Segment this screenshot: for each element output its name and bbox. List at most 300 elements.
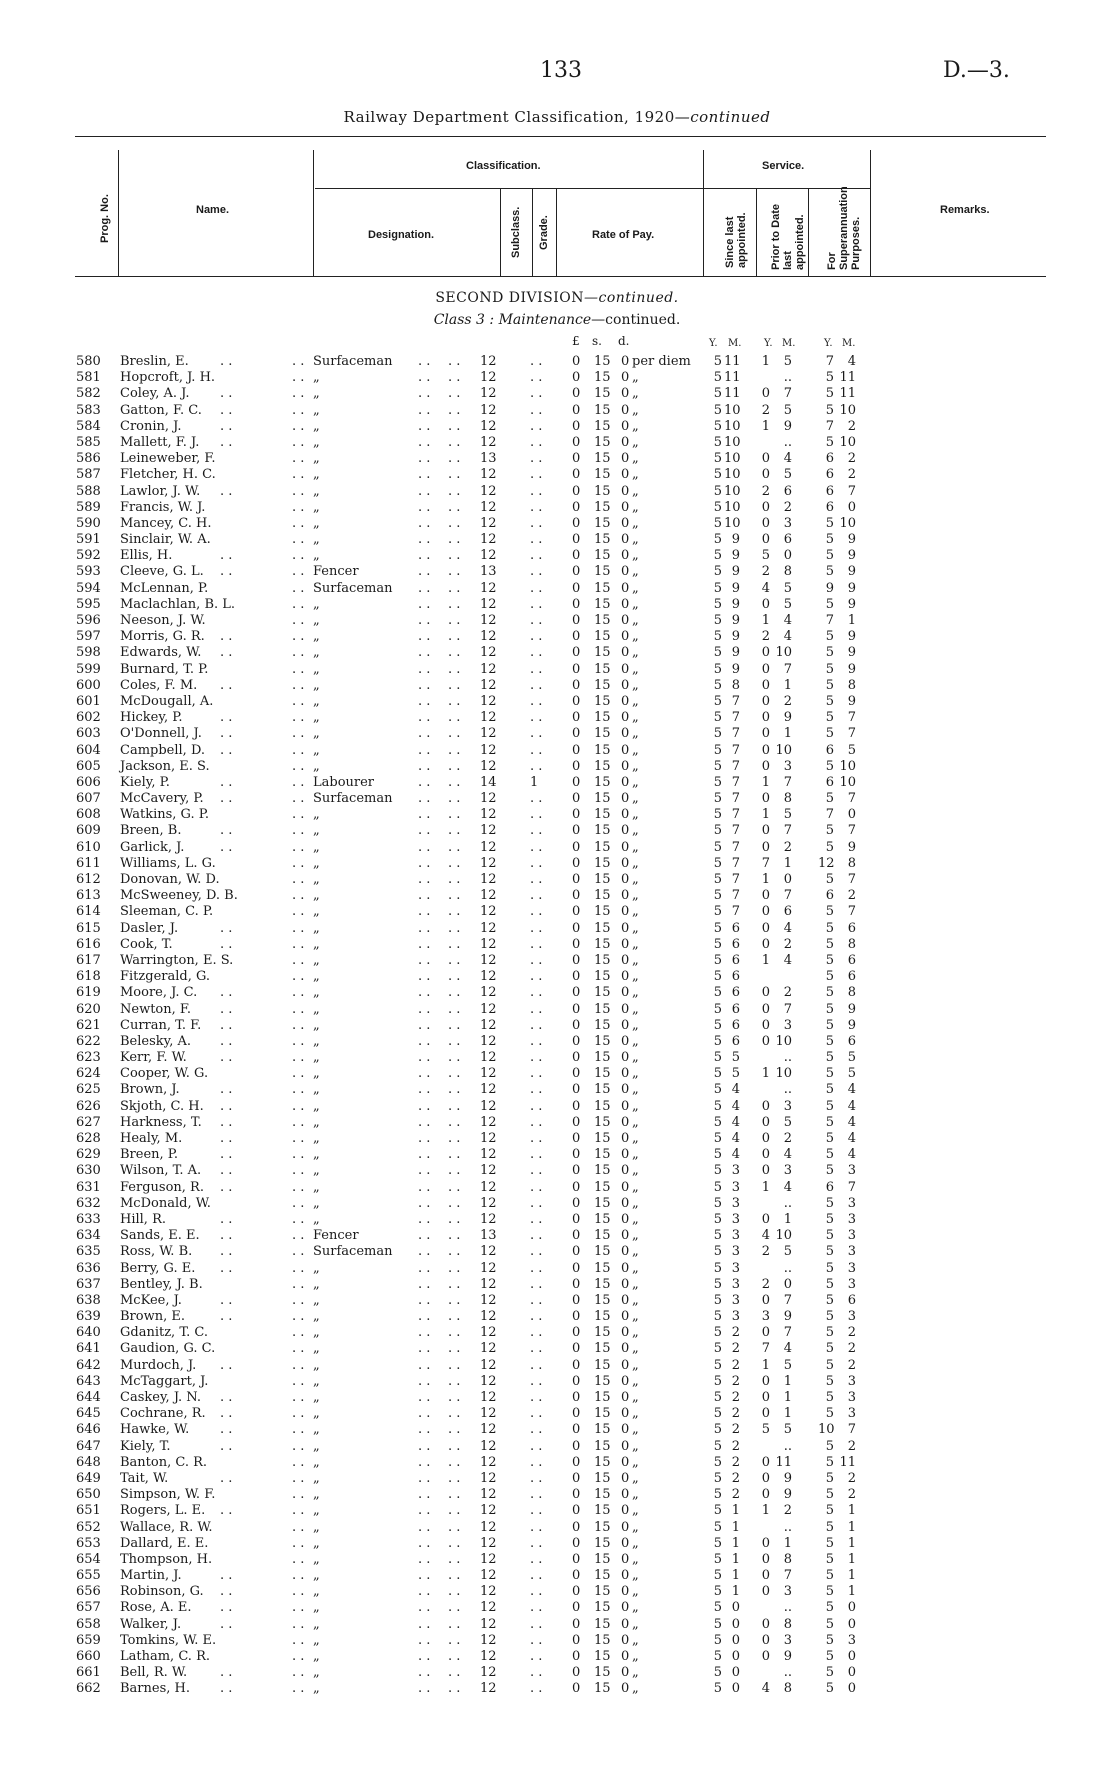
title-main: Railway Department Classification, 1920: [343, 108, 675, 126]
super-years: 5: [825, 1503, 834, 1519]
since-months: 9: [731, 613, 740, 628]
super-months: 8: [847, 936, 856, 952]
pay-pounds: 0: [572, 1584, 581, 1600]
pay-period: „: [632, 1454, 639, 1470]
grade: 12: [480, 499, 497, 515]
pay-shillings: 15: [594, 564, 611, 580]
designation: „: [313, 1066, 320, 1082]
pay-pounds: 0: [572, 1681, 581, 1697]
pay-shillings: 15: [594, 1584, 611, 1600]
table-row: [0, 419, 1114, 435]
leader-dots: . .: [292, 1390, 305, 1405]
name: Gaudion, G. C.: [120, 1341, 216, 1357]
designation: „: [313, 693, 320, 709]
leader-dots: . .: [220, 726, 233, 742]
name: Ellis, H.: [120, 548, 173, 564]
prog-no: 600: [76, 677, 101, 693]
designation: „: [313, 386, 320, 402]
pay-period: „: [632, 1325, 639, 1341]
prog-no: 589: [76, 499, 101, 515]
subclass: . .: [530, 1568, 543, 1584]
prior-months: 2: [783, 499, 792, 515]
leader-dots: . .: [292, 936, 305, 952]
unit-months: M.: [782, 338, 796, 349]
leader-dots: . .: [448, 1066, 461, 1082]
leader-dots: . .: [448, 1082, 461, 1098]
since-months: 3: [731, 1195, 740, 1211]
pay-pence: 0: [621, 370, 630, 386]
since-years: 5: [713, 1082, 722, 1098]
since-months: 3: [731, 1163, 740, 1179]
leader-dots: . .: [448, 629, 461, 645]
pay-shillings: 15: [594, 1390, 611, 1405]
leader-dots: . .: [292, 920, 305, 936]
prior-years: 0: [761, 1454, 770, 1470]
pay-period: „: [632, 1535, 639, 1551]
designation: „: [313, 1114, 320, 1130]
pay-pence: 0: [621, 661, 630, 677]
designation: Surfaceman: [313, 580, 393, 596]
prior-years: 0: [761, 1163, 770, 1179]
prog-no: 580: [76, 354, 101, 369]
pay-period: „: [632, 1600, 639, 1616]
leader-dots: . .: [448, 1260, 461, 1276]
prior-years: 0: [761, 693, 770, 709]
since-years: 5: [713, 1098, 722, 1114]
designation: Surfaceman: [313, 1244, 393, 1260]
name: Rogers, L. E.: [120, 1503, 206, 1519]
super-years: 5: [825, 823, 834, 839]
pay-period: „: [632, 1017, 639, 1033]
subclass: . .: [530, 985, 543, 1001]
leader-dots: . .: [448, 1600, 461, 1616]
pay-pounds: 0: [572, 791, 581, 807]
subclass: . .: [530, 1131, 543, 1146]
grade: 12: [480, 710, 497, 726]
subclass: . .: [530, 1179, 543, 1195]
super-months: 1: [847, 1551, 856, 1567]
header-classification: Classification.: [466, 160, 541, 172]
name: Edwards, W.: [120, 645, 202, 661]
designation: „: [313, 872, 320, 887]
prior-months: 5: [783, 402, 792, 418]
leader-dots: . .: [418, 1195, 431, 1211]
pay-pounds: 0: [572, 823, 581, 839]
pay-pounds: 0: [572, 693, 581, 709]
name: Robinson, G.: [120, 1584, 204, 1600]
leader-dots: . .: [292, 904, 305, 920]
since-years: 5: [713, 596, 722, 612]
designation: „: [313, 1341, 320, 1357]
pay-pence: 0: [621, 1244, 630, 1260]
super-years: 5: [825, 693, 834, 709]
leader-dots: . .: [448, 1195, 461, 1211]
pay-pounds: 0: [572, 936, 581, 952]
grade: 12: [480, 580, 497, 596]
leader-dots: . .: [292, 1519, 305, 1535]
name: Hill, R.: [120, 1211, 166, 1227]
pay-pence: 0: [621, 677, 630, 693]
pay-period: „: [632, 1616, 639, 1632]
pay-period: „: [632, 629, 639, 645]
super-years: 5: [825, 1665, 834, 1681]
subclass: . .: [530, 872, 543, 887]
super-months: 9: [847, 693, 856, 709]
designation: „: [313, 1390, 320, 1405]
super-months: 0: [847, 1665, 856, 1681]
since-months: 2: [731, 1341, 740, 1357]
table-row: [0, 1309, 1114, 1325]
since-years: 5: [713, 774, 722, 790]
name: Kerr, F. W.: [120, 1050, 187, 1066]
pay-shillings: 15: [594, 580, 611, 596]
name: Sands, E. E.: [120, 1228, 200, 1244]
prog-no: 628: [76, 1131, 101, 1146]
prior-months: 6: [783, 904, 792, 920]
pay-pounds: 0: [572, 872, 581, 887]
pay-period: „: [632, 580, 639, 596]
table-row: [0, 985, 1114, 1001]
since-months: 0: [731, 1632, 740, 1648]
since-months: 9: [731, 629, 740, 645]
leader-dots: . .: [292, 532, 305, 548]
leader-dots: . .: [448, 952, 461, 968]
pay-pounds: 0: [572, 774, 581, 790]
designation: „: [313, 1050, 320, 1066]
prog-no: 647: [76, 1438, 101, 1454]
prior-years: 5: [761, 1422, 770, 1438]
since-years: 5: [713, 1066, 722, 1082]
since-years: 5: [713, 1390, 722, 1405]
header-top-rule: [75, 136, 1046, 137]
subclass: . .: [530, 936, 543, 952]
leader-dots: . .: [220, 1292, 233, 1308]
super-months: 7: [847, 904, 856, 920]
table-row: [0, 807, 1114, 823]
prog-no: 601: [76, 693, 101, 709]
pay-shillings: 15: [594, 1131, 611, 1146]
since-years: 5: [713, 1211, 722, 1227]
leader-dots: . .: [418, 1519, 431, 1535]
designation: „: [313, 1325, 320, 1341]
super-years: 5: [825, 1535, 834, 1551]
unit-years: Y.: [709, 338, 718, 349]
leader-dots: . .: [292, 1147, 305, 1163]
pay-shillings: 15: [594, 1001, 611, 1017]
prior-months: 2: [783, 936, 792, 952]
grade: 14: [480, 774, 497, 790]
prog-no: 609: [76, 823, 101, 839]
prog-no: 658: [76, 1616, 101, 1632]
prior-years: 0: [761, 936, 770, 952]
prior-months: 2: [783, 839, 792, 855]
class-label: Class 3 :: [433, 312, 495, 328]
designation: „: [313, 1422, 320, 1438]
super-months: 3: [847, 1195, 856, 1211]
leader-dots: . .: [220, 1228, 233, 1244]
table-row: [0, 872, 1114, 888]
super-months: 2: [847, 451, 856, 467]
grade: 12: [480, 629, 497, 645]
super-months: 11: [839, 1454, 856, 1470]
super-years: 7: [825, 613, 834, 628]
super-years: 5: [825, 1033, 834, 1049]
designation: „: [313, 418, 320, 434]
prog-no: 631: [76, 1179, 101, 1195]
super-years: 5: [825, 677, 834, 693]
designation: „: [313, 936, 320, 952]
grade: 12: [480, 548, 497, 564]
prior-months: 7: [783, 386, 792, 402]
leader-dots: . .: [220, 1211, 233, 1227]
leader-dots: . .: [418, 1357, 431, 1373]
designation: „: [313, 483, 320, 499]
grade: 12: [480, 904, 497, 920]
name: McDougall, A.: [120, 693, 214, 709]
leader-dots: . .: [220, 1260, 233, 1276]
table-row: [0, 743, 1114, 759]
super-years: 5: [825, 661, 834, 677]
since-years: 5: [713, 564, 722, 580]
super-years: 5: [825, 548, 834, 564]
leader-dots: . .: [292, 1033, 305, 1049]
prog-no: 602: [76, 710, 101, 726]
table-row: [0, 823, 1114, 839]
pay-pounds: 0: [572, 1114, 581, 1130]
prior-years: 0: [761, 1632, 770, 1648]
prog-no: 583: [76, 402, 101, 418]
table-row: [0, 759, 1114, 775]
leader-dots: . .: [292, 386, 305, 402]
super-years: 6: [825, 888, 834, 904]
name: Neeson, J. W.: [120, 613, 206, 628]
designation: „: [313, 548, 320, 564]
leader-dots: . .: [448, 1503, 461, 1519]
pay-pounds: 0: [572, 1195, 581, 1211]
designation: „: [313, 985, 320, 1001]
leader-dots: . .: [418, 904, 431, 920]
pay-period: „: [632, 1503, 639, 1519]
super-months: 0: [847, 1649, 856, 1664]
super-months: 9: [847, 661, 856, 677]
pay-pence: 0: [621, 532, 630, 548]
super-years: 5: [825, 1163, 834, 1179]
super-months: 3: [847, 1211, 856, 1227]
table-row: [0, 1487, 1114, 1503]
prior-years: 0: [761, 1114, 770, 1130]
pay-shillings: 15: [594, 629, 611, 645]
grade: 12: [480, 1325, 497, 1341]
since-months: 6: [731, 1033, 740, 1049]
subclass: . .: [530, 613, 543, 628]
grade: 12: [480, 742, 497, 758]
subclass: . .: [530, 1033, 543, 1049]
prog-no: 588: [76, 483, 101, 499]
table-row: [0, 548, 1114, 564]
leader-dots: . .: [448, 1292, 461, 1308]
since-years: 5: [713, 548, 722, 564]
since-years: 5: [713, 1454, 722, 1470]
division-suffix: —continued.: [584, 290, 679, 306]
prior-years: 4: [761, 1228, 770, 1244]
pay-shillings: 15: [594, 1260, 611, 1276]
leader-dots: . .: [448, 1098, 461, 1114]
designation: „: [313, 1082, 320, 1098]
leader-dots: . .: [292, 1503, 305, 1519]
leader-dots: . .: [448, 920, 461, 936]
prog-no: 612: [76, 872, 101, 887]
grade: 12: [480, 1292, 497, 1308]
pay-pence: 0: [621, 1260, 630, 1276]
leader-dots: . .: [220, 418, 233, 434]
pay-pounds: 0: [572, 855, 581, 871]
table-row: [0, 532, 1114, 548]
since-months: 10: [724, 499, 741, 515]
since-years: 5: [713, 1163, 722, 1179]
pay-shillings: 15: [594, 1341, 611, 1357]
pay-pounds: 0: [572, 483, 581, 499]
prior-months: 5: [783, 1114, 792, 1130]
leader-dots: . .: [448, 1131, 461, 1146]
since-months: 9: [731, 532, 740, 548]
name: Fletcher, H. C.: [120, 467, 216, 483]
prog-no: 661: [76, 1665, 101, 1681]
pay-pounds: 0: [572, 1519, 581, 1535]
since-years: 5: [713, 629, 722, 645]
since-months: 7: [731, 742, 740, 758]
super-years: 5: [825, 969, 834, 985]
designation: „: [313, 677, 320, 693]
prog-no: 645: [76, 1406, 101, 1422]
pay-shillings: 15: [594, 1325, 611, 1341]
since-years: 5: [713, 1487, 722, 1503]
since-months: 0: [731, 1665, 740, 1681]
table-row: [0, 370, 1114, 386]
prog-no: 613: [76, 888, 101, 904]
pay-pounds: 0: [572, 742, 581, 758]
prog-no: 627: [76, 1114, 101, 1130]
prog-no: 630: [76, 1163, 101, 1179]
grade: 12: [480, 1454, 497, 1470]
pay-pounds: 0: [572, 629, 581, 645]
designation: Surfaceman: [313, 354, 393, 369]
subclass: . .: [530, 532, 543, 548]
grade: 12: [480, 693, 497, 709]
pay-pence: 0: [621, 1211, 630, 1227]
prog-no: 622: [76, 1033, 101, 1049]
subclass: . .: [530, 710, 543, 726]
leader-dots: . .: [448, 661, 461, 677]
leader-dots: . .: [292, 580, 305, 596]
leader-dots: . .: [292, 467, 305, 483]
pay-period: „: [632, 1179, 639, 1195]
since-years: 5: [713, 855, 722, 871]
pay-pence: 0: [621, 1098, 630, 1114]
leader-dots: . .: [220, 1568, 233, 1584]
subclass: . .: [530, 1276, 543, 1292]
designation: „: [313, 807, 320, 823]
super-years: 5: [825, 1001, 834, 1017]
pay-pounds: 0: [572, 1292, 581, 1308]
name: Brown, E.: [120, 1309, 185, 1325]
pay-pence: 0: [621, 1033, 630, 1049]
pay-shillings: 15: [594, 1309, 611, 1325]
leader-dots: . .: [418, 1568, 431, 1584]
name: Kiely, P.: [120, 774, 170, 790]
super-months: 0: [847, 1600, 856, 1616]
name: Cochrane, R.: [120, 1406, 206, 1422]
unit-pence: d.: [618, 334, 630, 348]
table-row: [0, 904, 1114, 920]
table-row: [0, 1617, 1114, 1633]
leader-dots: . .: [292, 661, 305, 677]
name: O'Donnell, J.: [120, 726, 202, 742]
leader-dots: . .: [448, 888, 461, 904]
prior-months: 3: [783, 1163, 792, 1179]
super-months: 6: [847, 952, 856, 968]
leader-dots: . .: [220, 386, 233, 402]
subclass: . .: [530, 1260, 543, 1276]
leader-dots: . .: [448, 872, 461, 887]
table-row: [0, 1681, 1114, 1697]
leader-dots: . .: [292, 791, 305, 807]
table-row: [0, 1520, 1114, 1536]
pay-period: „: [632, 985, 639, 1001]
super-years: 9: [825, 580, 834, 596]
name: Bell, R. W.: [120, 1665, 188, 1681]
pay-shillings: 15: [594, 483, 611, 499]
pay-shillings: 15: [594, 532, 611, 548]
prior-months: 3: [783, 1098, 792, 1114]
prior-months: 5: [783, 596, 792, 612]
grade: 12: [480, 515, 497, 531]
leader-dots: . .: [418, 580, 431, 596]
leader-dots: . .: [292, 1325, 305, 1341]
prog-no: 657: [76, 1600, 101, 1616]
prior-months: 9: [783, 1309, 792, 1325]
since-years: 5: [713, 1665, 722, 1681]
prog-no: 620: [76, 1001, 101, 1017]
pay-pence: 0: [621, 418, 630, 434]
grade: 12: [480, 418, 497, 434]
pay-pence: 0: [621, 1584, 630, 1600]
leader-dots: . .: [220, 1131, 233, 1146]
pay-pence: 0: [621, 710, 630, 726]
grade: 12: [480, 1503, 497, 1519]
prog-no: 660: [76, 1649, 101, 1664]
super-months: 9: [847, 629, 856, 645]
pay-pounds: 0: [572, 1309, 581, 1325]
prior-months: ..: [783, 434, 792, 450]
pay-pence: 0: [621, 839, 630, 855]
leader-dots: . .: [292, 1244, 305, 1260]
since-years: 5: [713, 402, 722, 418]
leader-dots: . .: [220, 1600, 233, 1616]
prog-no: 659: [76, 1632, 101, 1648]
leader-dots: . .: [448, 386, 461, 402]
prior-years: 0: [761, 645, 770, 661]
prior-months: 10: [775, 1066, 792, 1082]
designation: „: [313, 758, 320, 774]
leader-dots: . .: [292, 774, 305, 790]
subclass: . .: [530, 823, 543, 839]
name: Dasler, J.: [120, 920, 179, 936]
header-subclass: Subclass.: [510, 206, 522, 258]
pay-pence: 0: [621, 1341, 630, 1357]
pay-shillings: 15: [594, 985, 611, 1001]
super-months: 0: [847, 499, 856, 515]
pay-pence: 0: [621, 564, 630, 580]
